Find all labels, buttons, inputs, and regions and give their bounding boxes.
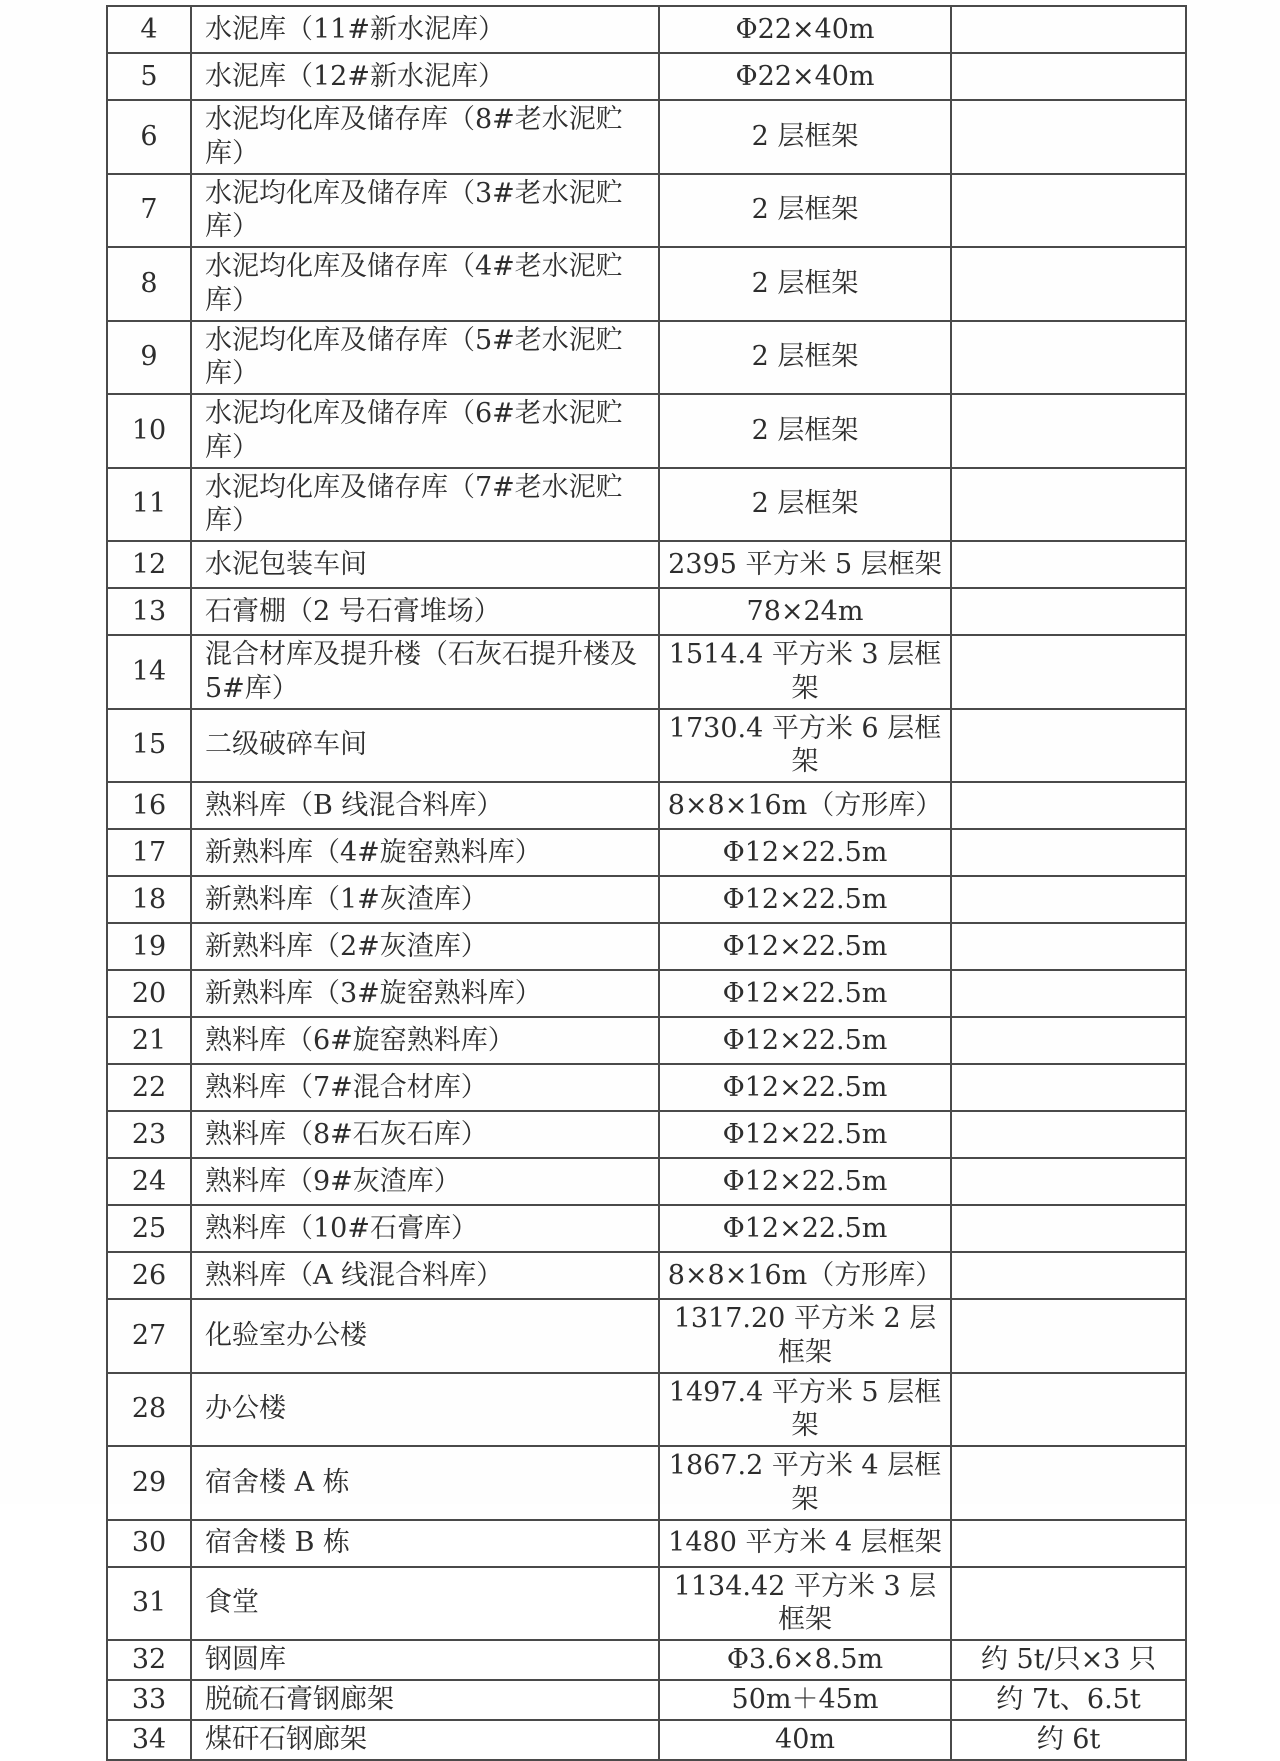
- cell-spec: 2 层框架: [659, 247, 951, 321]
- cell-name: 水泥库（11#新水泥库）: [191, 6, 659, 53]
- table-row: [107, 709, 1186, 783]
- cell-no: 28: [107, 1373, 191, 1447]
- cell-spec: Φ3.6×8.5m: [659, 1640, 951, 1680]
- cell-spec: 2 层框架: [659, 468, 951, 542]
- table-row: [107, 1252, 1186, 1299]
- table-row: [107, 1111, 1186, 1158]
- cell-spec: Φ12×22.5m: [659, 1205, 951, 1252]
- cell-spec: Φ12×22.5m: [659, 1064, 951, 1111]
- cell-spec: Φ22×40m: [659, 53, 951, 100]
- table-row: [107, 1064, 1186, 1111]
- cell-note: [951, 1373, 1186, 1447]
- table-row: [107, 782, 1186, 829]
- cell-name: 水泥包装车间: [191, 541, 659, 588]
- cell-no: 32: [107, 1640, 191, 1680]
- table-row: [107, 1640, 1186, 1680]
- cell-note: [951, 1567, 1186, 1641]
- table-row: [107, 468, 1186, 542]
- cell-no: 17: [107, 829, 191, 876]
- cell-spec: 1730.4 平方米 6 层框架: [659, 709, 951, 783]
- cell-spec: 2395 平方米 5 层框架: [659, 541, 951, 588]
- cell-name: 混合材库及提升楼（石灰石提升楼及 5#库）: [191, 635, 659, 709]
- table-row: [107, 6, 1186, 53]
- cell-name: 熟料库（10#石膏库）: [191, 1205, 659, 1252]
- table-row: [107, 923, 1186, 970]
- cell-name: 水泥库（12#新水泥库）: [191, 53, 659, 100]
- cell-spec: 1514.4 平方米 3 层框架: [659, 635, 951, 709]
- cell-note: [951, 541, 1186, 588]
- cell-name: 宿舍楼 A 栋: [191, 1446, 659, 1520]
- table-row: [107, 321, 1186, 395]
- cell-name: 办公楼: [191, 1373, 659, 1447]
- cell-note: [951, 321, 1186, 395]
- cell-no: 24: [107, 1158, 191, 1205]
- cell-no: 12: [107, 541, 191, 588]
- cell-no: 9: [107, 321, 191, 395]
- cell-spec: 1867.2 平方米 4 层框架: [659, 1446, 951, 1520]
- table-row: [107, 876, 1186, 923]
- cell-no: 27: [107, 1299, 191, 1373]
- cell-name: 钢圆库: [191, 1640, 659, 1680]
- cell-name: 水泥均化库及储存库（7#老水泥贮库）: [191, 468, 659, 542]
- cell-no: 5: [107, 53, 191, 100]
- cell-note: [951, 6, 1186, 53]
- cell-spec: 2 层框架: [659, 100, 951, 174]
- cell-note: [951, 782, 1186, 829]
- table-row: [107, 1299, 1186, 1373]
- cell-spec: 1497.4 平方米 5 层框架: [659, 1373, 951, 1447]
- cell-note: [951, 394, 1186, 468]
- cell-name: 脱硫石膏钢廊架: [191, 1680, 659, 1720]
- cell-name: 水泥均化库及储存库（5#老水泥贮库）: [191, 321, 659, 395]
- table-row: [107, 1158, 1186, 1205]
- table-row: [107, 247, 1186, 321]
- table-row: [107, 1017, 1186, 1064]
- cell-no: 21: [107, 1017, 191, 1064]
- cell-note: [951, 876, 1186, 923]
- table-row: [107, 1720, 1186, 1760]
- table-row: [107, 1446, 1186, 1520]
- table-row: [107, 829, 1186, 876]
- cell-no: 13: [107, 588, 191, 635]
- cell-name: 水泥均化库及储存库（3#老水泥贮库）: [191, 174, 659, 248]
- cell-note: [951, 1158, 1186, 1205]
- cell-name: 宿舍楼 B 栋: [191, 1520, 659, 1567]
- cell-name: 化验室办公楼: [191, 1299, 659, 1373]
- table-row: [107, 1520, 1186, 1567]
- cell-note: [951, 53, 1186, 100]
- cell-note: [951, 1520, 1186, 1567]
- cell-note: 约 5t/只×3 只: [951, 1640, 1186, 1680]
- cell-no: 16: [107, 782, 191, 829]
- cell-name: 新熟料库（4#旋窑熟料库）: [191, 829, 659, 876]
- cell-no: 19: [107, 923, 191, 970]
- cell-note: [951, 1252, 1186, 1299]
- cell-no: 18: [107, 876, 191, 923]
- cell-note: [951, 1205, 1186, 1252]
- cell-name: 熟料库（7#混合材库）: [191, 1064, 659, 1111]
- cell-name: 石膏棚（2 号石膏堆场）: [191, 588, 659, 635]
- table-row: [107, 970, 1186, 1017]
- cell-spec: Φ12×22.5m: [659, 1017, 951, 1064]
- cell-note: 约 7t、6.5t: [951, 1680, 1186, 1720]
- cell-spec: Φ12×22.5m: [659, 1111, 951, 1158]
- cell-spec: 40m: [659, 1720, 951, 1760]
- table-row: [107, 53, 1186, 100]
- cell-name: 熟料库（9#灰渣库）: [191, 1158, 659, 1205]
- cell-no: 15: [107, 709, 191, 783]
- cell-note: [951, 635, 1186, 709]
- table-row: [107, 541, 1186, 588]
- cell-note: [951, 247, 1186, 321]
- cell-note: [951, 1017, 1186, 1064]
- cell-name: 煤矸石钢廊架: [191, 1720, 659, 1760]
- cell-note: 约 6t: [951, 1720, 1186, 1760]
- table-row: [107, 1567, 1186, 1641]
- cell-note: [951, 174, 1186, 248]
- cell-no: 22: [107, 1064, 191, 1111]
- cell-name: 新熟料库（2#灰渣库）: [191, 923, 659, 970]
- table-row: [107, 174, 1186, 248]
- cell-spec: 2 层框架: [659, 174, 951, 248]
- cell-note: [951, 970, 1186, 1017]
- cell-no: 10: [107, 394, 191, 468]
- cell-spec: Φ12×22.5m: [659, 1158, 951, 1205]
- cell-name: 熟料库（A 线混合料库）: [191, 1252, 659, 1299]
- cell-name: 新熟料库（1#灰渣库）: [191, 876, 659, 923]
- cell-name: 二级破碎车间: [191, 709, 659, 783]
- cell-note: [951, 829, 1186, 876]
- cell-name: 新熟料库（3#旋窑熟料库）: [191, 970, 659, 1017]
- cell-note: [951, 468, 1186, 542]
- table-row: [107, 1680, 1186, 1720]
- cell-name: 熟料库（8#石灰石库）: [191, 1111, 659, 1158]
- cell-spec: 8×8×16m（方形库）: [659, 782, 951, 829]
- table-row: [107, 1373, 1186, 1447]
- cell-spec: Φ12×22.5m: [659, 876, 951, 923]
- table-row: [107, 394, 1186, 468]
- cell-spec: Φ12×22.5m: [659, 970, 951, 1017]
- cell-spec: Φ22×40m: [659, 6, 951, 53]
- cell-spec: 8×8×16m（方形库）: [659, 1252, 951, 1299]
- table-row: [107, 635, 1186, 709]
- cell-no: 26: [107, 1252, 191, 1299]
- cell-note: [951, 709, 1186, 783]
- cell-spec: Φ12×22.5m: [659, 923, 951, 970]
- cell-name: 水泥均化库及储存库（6#老水泥贮库）: [191, 394, 659, 468]
- cell-no: 25: [107, 1205, 191, 1252]
- cell-spec: 50m＋45m: [659, 1680, 951, 1720]
- cell-name: 熟料库（B 线混合料库）: [191, 782, 659, 829]
- cell-no: 30: [107, 1520, 191, 1567]
- cell-spec: 2 层框架: [659, 394, 951, 468]
- cell-spec: 2 层框架: [659, 321, 951, 395]
- cell-note: [951, 1446, 1186, 1520]
- cell-spec: 1317.20 平方米 2 层框架: [659, 1299, 951, 1373]
- cell-no: 31: [107, 1567, 191, 1641]
- table-row: [107, 588, 1186, 635]
- cell-no: 34: [107, 1720, 191, 1760]
- cell-no: 29: [107, 1446, 191, 1520]
- cell-name: 熟料库（6#旋窑熟料库）: [191, 1017, 659, 1064]
- cell-spec: 1134.42 平方米 3 层框架: [659, 1567, 951, 1641]
- cell-no: 11: [107, 468, 191, 542]
- cell-spec: 78×24m: [659, 588, 951, 635]
- cell-no: 14: [107, 635, 191, 709]
- cell-note: [951, 100, 1186, 174]
- cell-note: [951, 1299, 1186, 1373]
- cell-name: 水泥均化库及储存库（8#老水泥贮库）: [191, 100, 659, 174]
- cell-note: [951, 923, 1186, 970]
- table-row: [107, 1205, 1186, 1252]
- buildings-table-body: [107, 6, 1186, 1760]
- buildings-table: [106, 5, 1187, 1761]
- cell-no: 23: [107, 1111, 191, 1158]
- cell-no: 33: [107, 1680, 191, 1720]
- cell-name: 水泥均化库及储存库（4#老水泥贮库）: [191, 247, 659, 321]
- cell-no: 20: [107, 970, 191, 1017]
- cell-name: 食堂: [191, 1567, 659, 1641]
- cell-spec: 1480 平方米 4 层框架: [659, 1520, 951, 1567]
- cell-note: [951, 588, 1186, 635]
- table-row: [107, 100, 1186, 174]
- cell-spec: Φ12×22.5m: [659, 829, 951, 876]
- cell-no: 4: [107, 6, 191, 53]
- cell-note: [951, 1111, 1186, 1158]
- cell-no: 8: [107, 247, 191, 321]
- cell-no: 7: [107, 174, 191, 248]
- cell-no: 6: [107, 100, 191, 174]
- cell-note: [951, 1064, 1186, 1111]
